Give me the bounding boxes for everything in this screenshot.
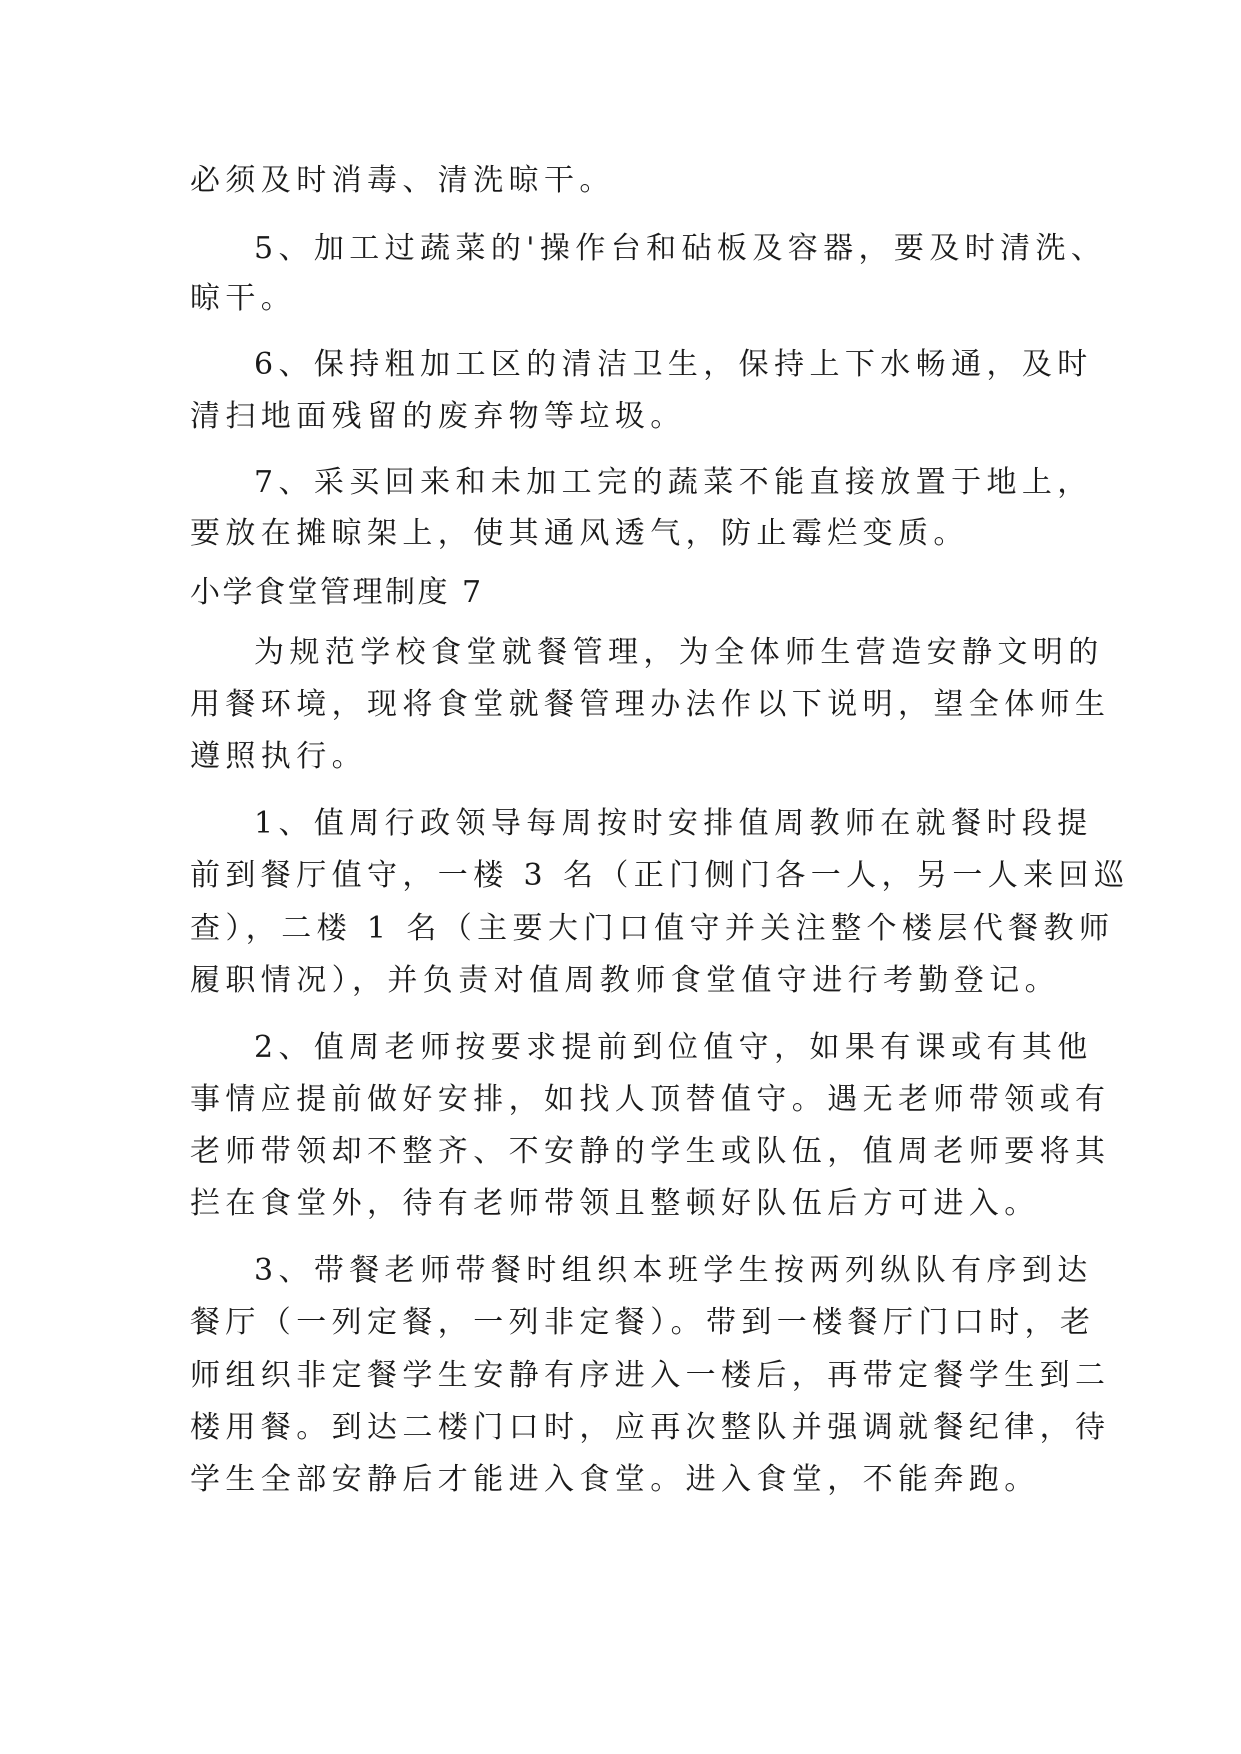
body-text-line: 老师带领却不整齐、不安静的学生或队伍，值周老师要将其 <box>190 1134 1111 1169</box>
body-text-line: 查），二楼 1 名（主要大门口值守并关注整个楼层代餐教师 <box>190 911 1115 946</box>
body-text-line: 餐厅（一列定餐，一列非定餐）。带到一楼餐厅门口时，老 <box>190 1305 1096 1340</box>
body-text-line: 履职情况），并负责对值周教师食堂值守进行考勤登记。 <box>190 963 1060 998</box>
body-text-line: 师组织非定餐学生安静有序进入一楼后，再带定餐学生到二 <box>190 1358 1111 1393</box>
rule-item-3: 3、带餐老师带餐时组织本班学生按两列纵队有序到达 <box>254 1253 1093 1288</box>
body-text-line: 要放在摊晾架上，使其通风透气，防止霉烂变质。 <box>190 516 969 551</box>
body-text-line: 用餐环境，现将食堂就餐管理办法作以下说明，望全体师生 <box>190 687 1111 722</box>
paragraph-item-6: 6、保持粗加工区的清洁卫生，保持上下水畅通，及时 <box>254 347 1093 382</box>
paragraph-item-7: 7、采买回来和未加工完的蔬菜不能直接放置于地上， <box>254 465 1093 500</box>
body-text-line: 必须及时消毒、清洗晾干。 <box>190 163 615 198</box>
body-text-line: 学生全部安静后才能进入食堂。进入食堂，不能奔跑。 <box>190 1462 1040 1497</box>
paragraph-item-5: 5、加工过蔬菜的'操作台和砧板及容器，要及时清洗、 <box>254 231 1107 266</box>
body-text-line: 拦在食堂外，待有老师带领且整顿好队伍后方可进入。 <box>190 1186 1040 1221</box>
body-text-line: 事情应提前做好安排，如找人顶替值守。遇无老师带领或有 <box>190 1082 1111 1117</box>
body-text-line: 清扫地面残留的废弃物等垃圾。 <box>190 399 686 434</box>
body-text-line: 楼用餐。到达二楼门口时，应再次整队并强调就餐纪律，待 <box>190 1410 1111 1445</box>
body-text-line: 前到餐厅值守，一楼 3 名（正门侧门各一人，另一人来回巡 <box>190 858 1130 893</box>
intro-paragraph: 为规范学校食堂就餐管理，为全体师生营造安静文明的 <box>254 635 1104 670</box>
rule-item-2: 2、值周老师按要求提前到位值守，如果有课或有其他 <box>254 1030 1093 1065</box>
section-heading: 小学食堂管理制度 7 <box>190 575 484 610</box>
rule-item-1: 1、值周行政领导每周按时安排值周教师在就餐时段提 <box>254 806 1093 841</box>
body-text-line: 遵照执行。 <box>190 739 367 774</box>
body-text-line: 晾干。 <box>190 281 297 316</box>
